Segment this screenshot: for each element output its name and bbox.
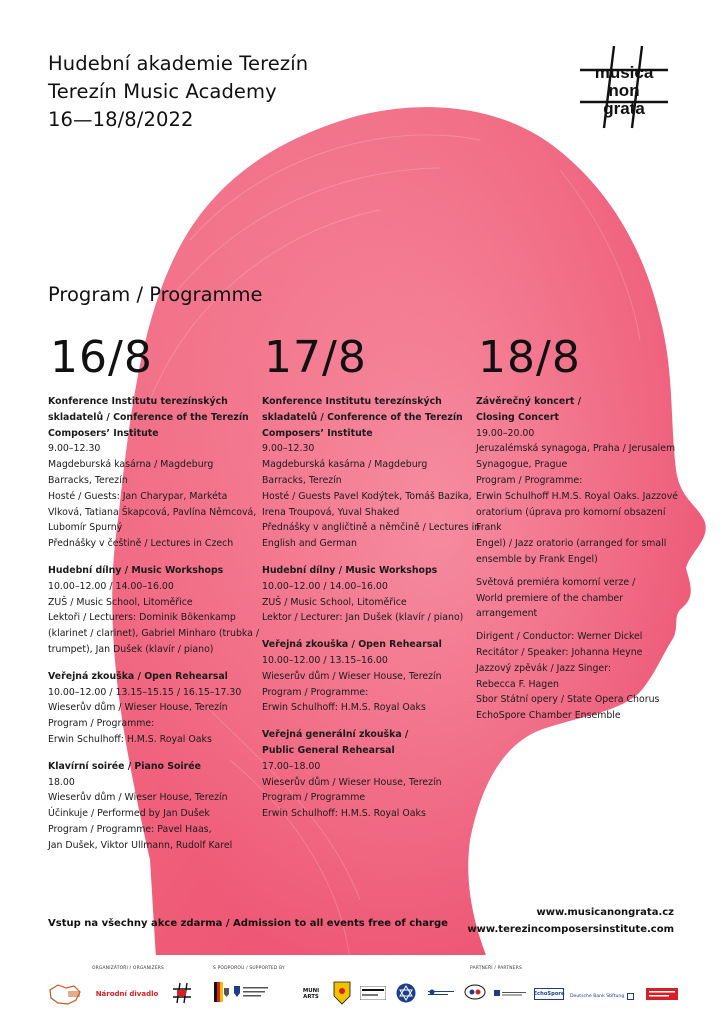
event-block xyxy=(262,563,484,626)
logo-word-grata: grata xyxy=(603,99,645,118)
event-time: 17.00–18.00 xyxy=(262,760,321,772)
event-title: Hudební dílny / Music Workshops xyxy=(262,564,438,576)
spacer xyxy=(476,568,686,575)
organizers-label: ORGANIZÁTOŘI / ORGANIZERS xyxy=(92,966,165,971)
event-detail: Rebecca F. Hagen xyxy=(476,678,559,690)
event-title: Veřejná zkouška / Open Rehearsal xyxy=(262,639,442,651)
event-time: 10.00–12.00 / 14.00–16.00 xyxy=(262,580,388,592)
event-detail: Lektoři / Lecturers: Dominik Bökenkamp xyxy=(48,612,236,624)
event-detail: Erwin Schulhoff H.M.S. Royal Oaks. Jazzové xyxy=(476,490,679,502)
day-date: 17/8 xyxy=(264,332,367,383)
event-time: 10.00–12.00 / 14.00–16.00 xyxy=(48,580,174,592)
event-detail: Světová premiéra komorní verze / xyxy=(476,576,636,588)
organizer-logo-1 xyxy=(46,982,84,1008)
event-detail: Vlková, Tatiana Škapcová, Pavlína Němcová, xyxy=(48,506,257,518)
event-title: Veřejná zkouška / Open Rehearsal xyxy=(48,670,228,682)
event-detail: Účinkuje / Performed by Jan Dušek xyxy=(48,808,210,820)
day-column-17 xyxy=(262,330,484,833)
event-detail: oratorium (úprava pro komorní obsazení Frank xyxy=(476,506,666,534)
logo-word-non: non xyxy=(608,81,640,100)
event-detail: Sbor Státní opery / State Opera Chorus xyxy=(476,694,660,706)
event-title: Composers’ Institute xyxy=(48,427,159,439)
event-time: 9.00–12.30 xyxy=(262,443,315,455)
website-link-terezincomposers[interactable]: www.terezincomposersinstitute.com xyxy=(467,924,674,935)
event-detail: ZUŠ / Music School, Litoměřice xyxy=(262,596,407,608)
organizer-logo-3 xyxy=(172,982,192,1004)
event-title: Closing Concert xyxy=(476,411,559,423)
event-title: Konference Institutu terezínských xyxy=(262,396,442,407)
event-detail: ZUŠ / Music School, Litoměřice xyxy=(48,596,193,608)
event-detail: Barracks, Terezín xyxy=(48,474,128,486)
event-detail: ensemble by Frank Engel) xyxy=(476,553,598,565)
event-header xyxy=(48,50,308,134)
event-title: Veřejná generální zkouška / xyxy=(262,729,409,741)
event-detail: Irena Troupová, Yuval Shaked xyxy=(262,506,400,518)
partner-logo-star-of-david xyxy=(396,982,416,1004)
event-detail: Program / Programme: Pavel Haas, xyxy=(48,823,212,835)
event-detail: English and German xyxy=(262,538,357,550)
event-detail: Program / Programme: xyxy=(262,686,369,698)
event-detail: Přednášky v češtině / Lectures in Czech xyxy=(48,538,234,550)
event-title: Public General Rehearsal xyxy=(262,744,395,756)
support-logo-2 xyxy=(232,984,270,1000)
event-title: Composers’ Institute xyxy=(262,427,373,439)
event-detail: trumpet), Jan Dušek (klavír / piano) xyxy=(48,643,214,655)
websites xyxy=(467,904,674,938)
event-block xyxy=(48,669,270,748)
event-title: skladatelů / Conference of the Terezín xyxy=(48,411,249,423)
event-block xyxy=(262,727,484,822)
event-detail: Přednášky v angličtině a němčině / Lectures in xyxy=(262,522,481,534)
event-detail: Program / Programme: xyxy=(48,718,155,730)
logo-word-musica: musica xyxy=(594,63,654,82)
event-detail: (klarinet / clarinet), Gabriel Minharo (trubka / xyxy=(48,628,260,640)
support-logo-1 xyxy=(214,982,230,1002)
event-block xyxy=(48,394,270,552)
event-detail: Jeruzalémská synagoga, Praha / Jerusalem xyxy=(476,443,676,455)
event-title: Závěrečný koncert / xyxy=(476,396,581,407)
musica-non-grata-logo xyxy=(578,44,670,130)
event-detail: World premiere of the chamber arrangement xyxy=(476,592,624,620)
event-block xyxy=(262,394,484,552)
event-detail: Erwin Schulhoff: H.M.S. Royal Oaks xyxy=(262,702,426,714)
partner-logo-3 xyxy=(360,986,386,1000)
program-heading: Program / Programme xyxy=(48,283,263,306)
event-time: 19.00–20.00 xyxy=(476,427,535,439)
day-date: 18/8 xyxy=(478,332,581,383)
event-detail: Jan Dušek, Viktor Ullmann, Rudolf Karel xyxy=(48,839,233,851)
event-title: skladatelů / Conference of the Terezín xyxy=(262,411,463,423)
event-detail: Wieserův dům / Wieser House, Terezín xyxy=(262,670,442,682)
event-detail: Lubomír Spurný xyxy=(48,522,123,534)
day-column-18 xyxy=(476,330,686,735)
event-dates: 16—18/8/2022 xyxy=(48,108,194,131)
partner-logo-7 xyxy=(494,989,526,997)
event-block xyxy=(48,563,270,658)
event-detail: Hosté / Guests Pavel Kodýtek, Tomáš Bazika, xyxy=(262,490,472,502)
partner-logo-10 xyxy=(646,988,678,1000)
partner-logo-echospore: EchoSpore xyxy=(534,988,564,1000)
event-detail: Barracks, Terezín xyxy=(262,474,342,486)
spacer xyxy=(476,622,686,629)
partner-logo-6 xyxy=(464,984,486,1000)
day-date: 16/8 xyxy=(50,332,153,383)
event-detail: Jazzový zpěvák / Jazz Singer: xyxy=(476,662,612,674)
event-detail: Erwin Schulhoff: H.M.S. Royal Oaks xyxy=(48,733,212,745)
deutsche-bank-slash-icon xyxy=(627,993,634,1000)
event-detail: EchoSpore Chamber Ensemble xyxy=(476,710,621,722)
event-block xyxy=(476,394,686,724)
event-block xyxy=(262,637,484,716)
event-title: Hudební dílny / Music Workshops xyxy=(48,564,224,576)
website-link-musicanongrata[interactable]: www.musicanongrata.cz xyxy=(536,907,674,918)
event-detail: Magdeburská kasárna / Magdeburg xyxy=(48,459,214,471)
partner-logo-deutsche-bank-label: Deutsche Bank Stiftung xyxy=(570,993,625,999)
event-detail: Program / Programme: xyxy=(476,474,583,486)
admission-note: Vstup na všechny akce zdarma / Admission to all events free of charge xyxy=(48,918,448,929)
event-detail: Lektor / Lecturer: Jan Dušek (klavír / piano) xyxy=(262,612,464,624)
partners-label: PARTNEŘI / PARTNERS xyxy=(470,966,522,971)
event-detail: Wieserův dům / Wieser House, Terezín xyxy=(262,776,442,788)
partner-logo-2 xyxy=(332,980,352,1006)
event-detail: Wieserův dům / Wieser House, Terezín xyxy=(48,702,228,714)
event-time: 9.00–12.30 xyxy=(48,443,101,455)
event-block xyxy=(48,759,270,854)
title-czech: Hudební akademie Terezín xyxy=(48,52,309,75)
organizer-logo-narodni-divadlo: Národní divadlo xyxy=(95,990,159,998)
title-english: Terezín Music Academy xyxy=(48,80,277,103)
event-detail: Hosté / Guests: Jan Charypar, Markéta xyxy=(48,490,228,502)
partner-logo-5 xyxy=(428,988,454,998)
event-detail: Wieserův dům / Wieser House, Terezín xyxy=(48,792,228,804)
event-time: 10.00–12.00 / 13.15–16.00 xyxy=(262,654,388,666)
event-detail: Magdeburská kasárna / Magdeburg xyxy=(262,459,428,471)
event-detail: Recitátor / Speaker: Johanna Heyne xyxy=(476,646,643,658)
partner-logo-muni-arts: MUNI ARTS xyxy=(302,988,320,1000)
event-time: 10.00–12.00 / 13.15–15.15 / 16.15–17.30 xyxy=(48,686,242,698)
event-detail: Program / Programme xyxy=(262,792,366,804)
event-detail: Engel) / Jazz oratorio (arranged for small xyxy=(476,538,667,550)
event-detail: Dirigent / Conductor: Werner Dickel xyxy=(476,631,643,643)
event-time: 18.00 xyxy=(48,776,75,788)
event-detail: Synagogue, Prague xyxy=(476,459,568,471)
supported-by-label: S PODPOROU / SUPPORTED BY xyxy=(213,966,285,971)
event-title: Klavírní soirée / Piano Soirée xyxy=(48,760,201,772)
day-column-16 xyxy=(48,330,270,865)
event-title: Konference Institutu terezínských xyxy=(48,396,228,407)
partner-logo-deutsche-bank xyxy=(570,990,640,1002)
event-detail: Erwin Schulhoff: H.M.S. Royal Oaks xyxy=(262,808,426,820)
